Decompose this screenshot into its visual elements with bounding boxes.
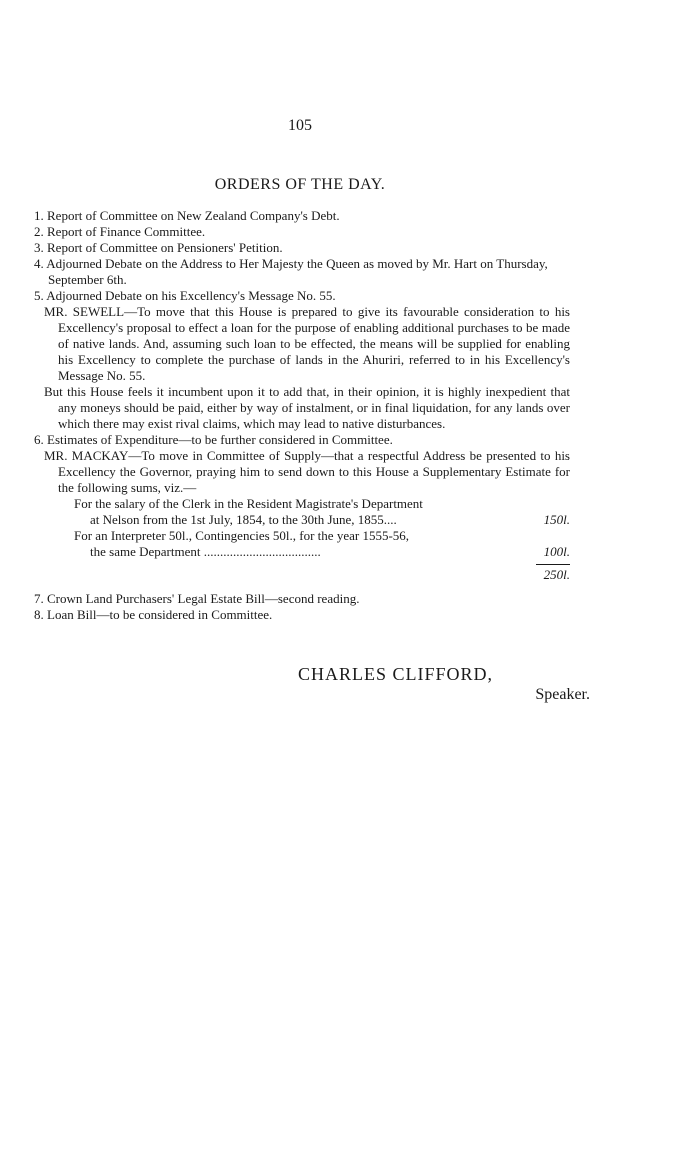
sewell-rider: But this House feels it incumbent upon it to add that, in their opinion, it is highly inexpedient that any moneys should be paid, either by way of instalment, or in final liquidation, for any lands over which there may exist rival claims, which may lead to native disturbances.	[44, 384, 570, 431]
sum-2-line-1	[34, 528, 570, 544]
sum-divider	[536, 564, 570, 565]
order-item-2: 2. Report of Finance Committee.	[34, 224, 206, 239]
order-item-4: 4. Adjourned Debate on the Address to Her Majesty the Queen as moved by Mr. Hart on Thursday, September 6th.	[34, 256, 548, 287]
signature-name: CHARLES CLIFFORD,	[298, 664, 494, 684]
sum-2-department: the same Department ....................................	[90, 544, 321, 559]
sum-1-period: at Nelson from the 1st July, 1854, to the 30th June, 1855....	[90, 512, 397, 527]
sum-2-description: For an Interpreter 50l., Contingencies 50l., for the year 1555-56,	[74, 528, 410, 543]
sum-1-line-2	[34, 512, 570, 528]
sum-2-amount: 100l.	[543, 544, 570, 559]
order-item-6: 6. Estimates of Expenditure—to be further considered in Committee.	[34, 432, 393, 447]
sum-2-line-2	[34, 544, 570, 560]
mackay-motion: MR. MACKAY—To move in Committee of Supply—that a respectful Address be presented to his Excellency the Governor, praying him to send down to this House a Supplementary Estimate for the following sums, viz.—	[44, 448, 570, 495]
sewell-motion: MR. SEWELL—To move that this House is prepared to give its favourable consideration to his Excellency's proposal to effect a loan for the purpose of enabling additional purchases to be made of native lands. And, assuming such loan to be effected, the means will be supplied for enabling his Excellency to complete the purchase of lands in the Ahuriri, referred to in his Excellency's Message No. 55.	[44, 304, 570, 383]
order-item-7: 7. Crown Land Purchasers' Legal Estate Bill—second reading.	[34, 591, 360, 606]
signature-title: Speaker.	[535, 686, 590, 703]
order-item-5: 5. Adjourned Debate on his Excellency's Message No. 55.	[34, 288, 336, 303]
sum-1-line-1	[34, 496, 570, 512]
order-item-8: 8. Loan Bill—to be considered in Committee.	[34, 607, 273, 622]
sum-1-amount: 150l.	[543, 512, 570, 527]
sum-1-description: For the salary of the Clerk in the Resident Magistrate's Department	[74, 496, 423, 511]
order-item-3: 3. Report of Committee on Pensioners' Petition.	[34, 240, 283, 255]
page-number: 105	[288, 117, 312, 134]
sum-total: 250l.	[543, 567, 570, 582]
order-item-1: 1. Report of Committee on New Zealand Company's Debt.	[34, 208, 340, 223]
page-title: ORDERS OF THE DAY.	[214, 176, 386, 193]
orders-list	[34, 208, 570, 623]
